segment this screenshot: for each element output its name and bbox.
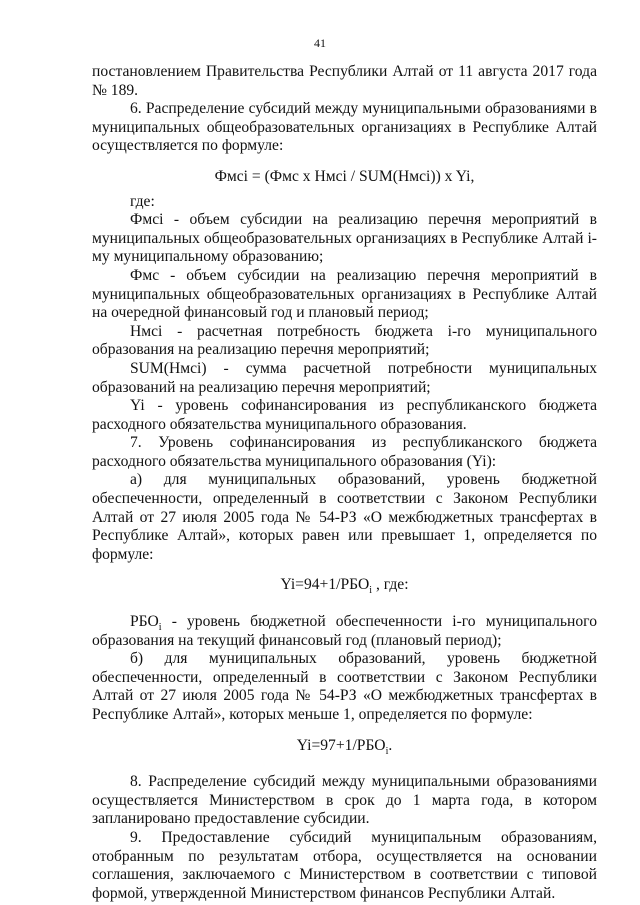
- paragraph-7a: а) для муниципальных образований, уровень бюджетной обеспеченности, определенный в соответствии с Законом Республики Алтай от 27 июля 2005 года № 54-РЗ «О межбюджетных трансфертах в Республике Алтай», которых равен или превышает 1, определяется по формуле:: [92, 471, 597, 563]
- formula-subsidy: Фмсi = (Фмс x Нмсi / SUM(Нмсi)) x Yi,: [214, 167, 475, 185]
- paragraph-6: 6. Распределение субсидий между муниципальными образованиями в муниципальных общеобразовательных организациях в Республике Алтай осуществляется по формуле:: [92, 100, 597, 155]
- page-number: 41: [314, 36, 326, 50]
- definition-yi: Yi - уровень софинансирования из республиканского бюджета расходного обязательства муниципального образования.: [92, 397, 597, 433]
- paragraph-7: 7. Уровень софинансирования из республиканского бюджета расходного обязательства муниципального образования (Yi):: [92, 434, 597, 470]
- document-body: [92, 63, 597, 903]
- paragraph-decree-reference: постановлением Правительства Республики Алтай от 11 августа 2017 года № 189.: [92, 63, 597, 99]
- rboi-subscript: i: [158, 622, 162, 634]
- formula-yi-94-main: Yi=94+1/РБО: [280, 576, 370, 594]
- definition-sum-nmsi: SUM(Нмсi) - сумма расчетной потребности муниципальных образований на реализацию перечня мероприятий;: [92, 359, 597, 396]
- definition-fmsi: Фмсi - объем субсидии на реализацию перечня мероприятий в муниципальных общеобразовательных организациях в Республике Алтай i-му муниципальному образованию;: [92, 211, 597, 266]
- formula-yi-94-subscript: i: [369, 585, 373, 597]
- rboi-symbol: РБО: [130, 613, 159, 631]
- paragraph-8: 8. Распределение субсидий между муниципальными образованиями осуществляется Министерством в срок до 1 марта года, в котором запланировано предоставление субсидии.: [92, 773, 597, 828]
- rboi-definition-text: - уровень бюджетной обеспеченности i-го муниципального образования на текущий финансовый год (плановый период);: [92, 613, 597, 649]
- formula-yi-97-tail: .: [388, 736, 393, 754]
- formula-yi-97: [92, 737, 597, 756]
- definition-rboi: [92, 613, 597, 650]
- formula-yi-97-subscript: i: [385, 745, 389, 757]
- definition-fms: Фмс - объем субсидии на реализацию перечня мероприятий в муниципальных общеобразовательных организациях в Республике Алтай на очередной финансовый год и плановый период;: [92, 266, 597, 322]
- definition-nmsi: Нмсi - расчетная потребность бюджета i-го муниципального образования на реализацию перечня мероприятий;: [92, 322, 597, 359]
- paragraph-9: 9. Предоставление субсидий муниципальным образованиям, отобранным по результатам отбора, осуществляется на основании соглашения, заключаемого с Министерством в соответствии с типовой формой, утвержденной Министерством финансов Республики Алтай.: [92, 828, 597, 902]
- paragraph-7b: б) для муниципальных образований, уровень бюджетной обеспеченности, определенный в соответствии с Законом Республики Алтай от 27 июля 2005 года № 54-РЗ «О межбюджетных трансфертах в Республике Алтай», которых меньше 1, определяется по формуле:: [92, 650, 597, 723]
- formula-yi-94: [92, 576, 597, 595]
- formula-yi-94-tail: , где:: [372, 576, 409, 594]
- where-label: где:: [130, 192, 155, 210]
- formula-yi-97-main: Yi=97+1/РБО: [296, 736, 386, 754]
